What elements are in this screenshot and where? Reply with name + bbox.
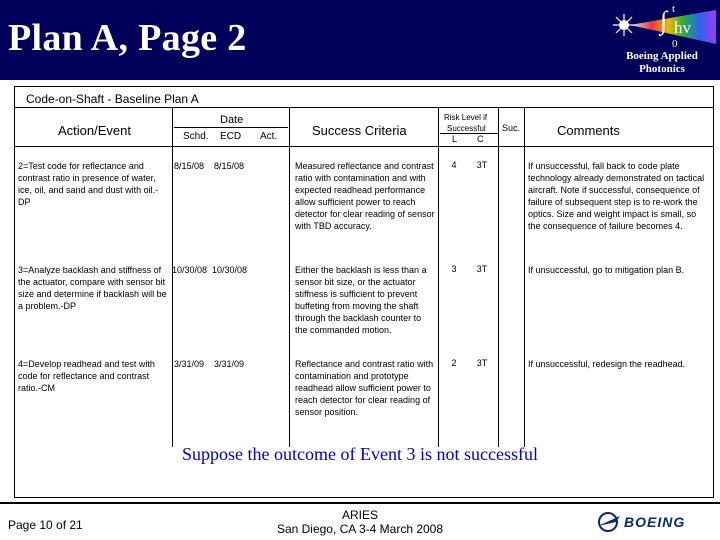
col-schd: Schd. [183,131,209,142]
row2-schd: 10/30/08 [172,265,208,275]
col-divider-1 [172,107,173,447]
boeing-logo-icon [596,510,622,534]
row1-comments: If unsuccessful, fall back to code plate technology already demonstrated on tactical aircraft. Note if successful, consequence of failure of subsequent step is to re-work the optics. Size and weight impact is small, so the consequence of failure becomes 4. [528,161,705,231]
boeing-logo [596,510,716,534]
col-divider-3 [438,107,439,447]
logo-formula-zero: 0 [672,38,678,50]
row2-criteria: Either the backlash is less than a sensor bit size, or the actuator stiffness is sufficient to prevent buffeting from moving the shaft through the backlash counter to the commanded motion. [295,265,427,335]
row2-ecd: 10/30/08 [212,265,248,275]
row2-comments: If unsuccessful, go to mitigation plan B. [528,265,685,275]
col-risk-line2: Successful [447,124,486,133]
row2-risk-c: 3T [476,264,488,274]
logo-formula-t: t [672,3,676,15]
date-underline [174,127,288,128]
row1-risk-l: 4 [451,160,457,170]
page-number: Page 10 of 21 [8,518,83,532]
row3-risk-l: 2 [451,358,457,368]
row1-schd: 8/15/08 [174,161,205,171]
boeing-wordmark: BOEING [624,514,686,530]
col-date: Date [220,114,244,126]
brand-text: Boeing Applied Photonics [626,50,698,75]
section-title: Code-on-Shaft - Baseline Plan A [26,92,199,106]
row3-risk-c: 3T [476,358,488,368]
row1-ecd: 8/15/08 [214,161,245,171]
row1-criteria: Measured reflectance and contrast ratio with contamination and with expected readhead performance allow sufficient power to reach detector for clear reading of sensor with TBD accuracy. [295,161,435,231]
row2-risk-l: 3 [451,264,457,274]
col-divider-5 [524,107,525,447]
col-comments: Comments [557,123,620,138]
footer-divider [0,502,720,504]
col-divider-4 [498,107,499,447]
col-suc: Suc. [502,123,521,133]
logo-formula-integral: ∫ [660,6,668,35]
col-divider-2 [289,107,290,447]
col-ecd: ECD [220,131,242,142]
col-risk-l: L [452,134,458,144]
row3-ecd: 3/31/09 [214,359,245,369]
col-act: Act. [260,131,278,142]
row3-schd: 3/31/09 [174,359,205,369]
logo-formula-hv: hv [674,18,691,37]
header-top-line [14,107,714,108]
conference-info: ARIES San Diego, CA 3-4 March 2008 [276,508,444,536]
risk-underline [440,133,498,134]
col-action-event: Action/Event [58,123,131,138]
col-risk-c: C [477,134,484,144]
header-bottom-line [14,146,714,147]
row2-event: 3=Analyze backlash and stiffness of the actuator, compare with sensor bit size and determine if backlash will be a problem.-DP [18,265,167,311]
col-success-criteria: Success Criteria [312,123,407,138]
row3-comments: If unsuccessful, redesign the readhead. [528,359,686,369]
row3-criteria: Reflectance and contrast ratio with contamination and prototype readhead allow sufficient power to reach detector for clear reading of sensor position. [295,359,434,417]
page-title: Plan A, Page 2 [8,17,247,59]
callout-text: Suppose the outcome of Event 3 is not successful [182,444,538,464]
col-risk-line1: Risk Level if [444,113,488,122]
row1-event: 2=Test code for reflectance and contrast ratio in presence of water, ice, oil, and sand and dust with oil.-DP [18,161,159,207]
row3-event: 4=Develop readhead and test with code for reflectance and contrast ratio.-CM [18,359,155,393]
row1-risk-c: 3T [476,160,488,170]
